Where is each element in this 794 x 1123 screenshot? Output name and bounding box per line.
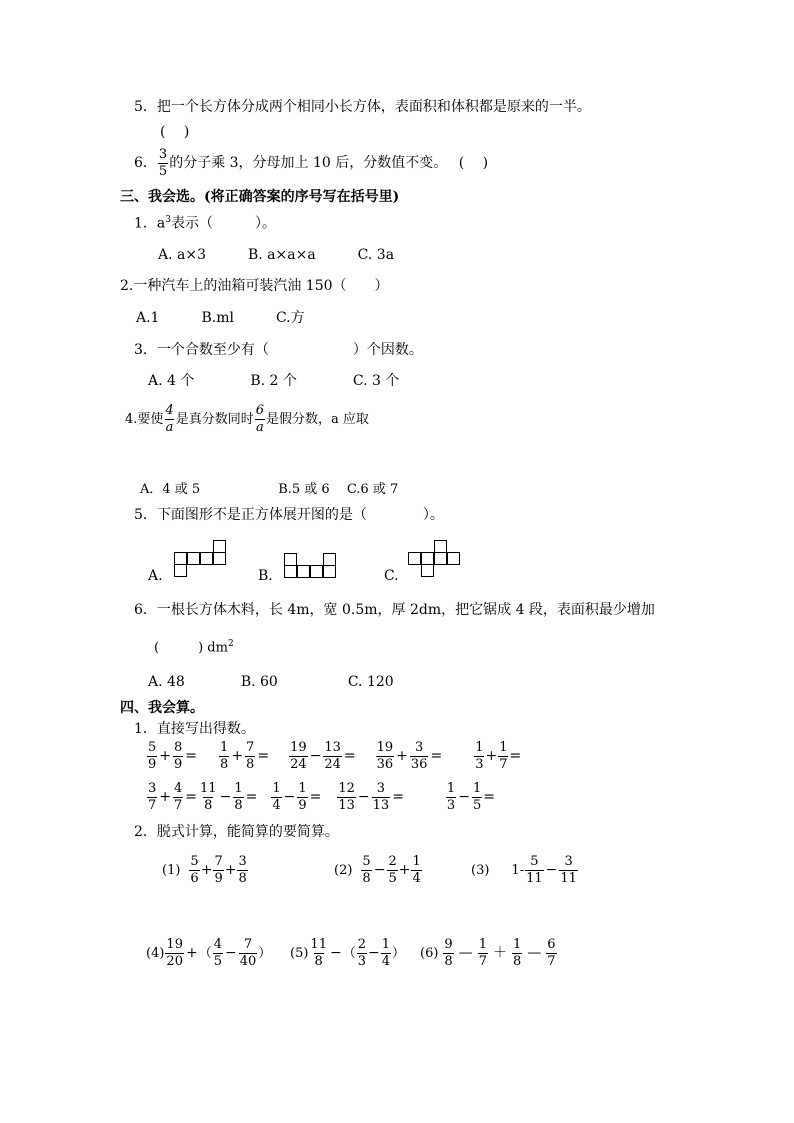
expr-9: $\frac{12}{13}$ − $\frac{3}{13}$ = xyxy=(338,781,404,813)
expr-7: $\frac{11}{8}$ − $\frac{1}{8}$ = xyxy=(200,781,258,813)
choose-q6-blank: ( ) $dm^2$ xyxy=(154,639,234,656)
section-heading-choose: 三、我会选。(将正确答案的序号写在括号里) xyxy=(120,189,400,205)
choose-q1: 1．$a^3$表示（ ）。 xyxy=(134,215,276,232)
expr-3: $\frac{19}{24}$ − $\frac{13}{24}$ = xyxy=(290,740,356,772)
fraction: $\frac{6}{a}$ xyxy=(255,403,264,435)
calc-sub2: 2．脱式计算，能简算的要简算。 xyxy=(134,824,339,840)
choose-q2-options: A.1 B.ml C.方 xyxy=(136,310,305,326)
judge-q5: 5．把一个长方体分成两个相同小长方体，表面积和体积都是原来的一半。 xyxy=(134,99,591,115)
net-label-c: C. xyxy=(384,568,399,584)
expr-6: $\frac{3}{7}$ + $\frac{4}{7}$ = xyxy=(148,781,198,813)
calc-row-2 xyxy=(146,782,495,812)
choose-q1-options: A. a×3 B. a×a×a C. 3a xyxy=(158,247,395,263)
choose-q3-options: A. 4 个 B. 2 个 C. 3 个 xyxy=(148,373,400,389)
fraction: $\frac{4}{a}$ xyxy=(165,403,174,435)
section-heading-calc: 四、我会算。 xyxy=(120,700,204,716)
judge-q6-prefix: 6． xyxy=(134,155,157,172)
fraction: $\frac{3}{5}$ xyxy=(158,147,168,179)
calc-problem-3: (3) 1- $\frac{5}{11}$ − $\frac{3}{11}$ xyxy=(471,854,577,886)
calc-problem-6: (6) $\frac{9}{8}$ — $\frac{1}{7}$ ＋ $\frac{1}{8}$ — $\frac{6}{7}$ xyxy=(420,937,556,969)
choose-q6: 6．一根长方体木料，长 4m，宽 0.5m，厚 2dm，把它锯成 4 段，表面积最少增加 xyxy=(134,602,655,618)
calc-row-1 xyxy=(146,741,521,771)
judge-q6 xyxy=(134,148,488,178)
choose-q5: 5．下面图形不是正方体展开图的是（ ）。 xyxy=(134,507,444,523)
expr-4: $\frac{19}{36}$ + $\frac{3}{36}$ = xyxy=(376,740,443,772)
expr-2: $\frac{1}{8}$ + $\frac{7}{8}$ = xyxy=(220,740,270,772)
calc-problem-4: (4) $\frac{19}{20}$ + （ $\frac{4}{5}$ − $\frac{7}{40}$ ） xyxy=(146,937,272,969)
calc-problem-1: (1) $\frac{5}{6}$ + $\frac{7}{9}$ + $\frac{3}{8}$ xyxy=(162,854,247,886)
net-label-a: A. xyxy=(148,568,163,584)
expr-8: $\frac{1}{4}$ − $\frac{1}{9}$ = xyxy=(272,781,322,813)
choose-q2: 2.一种汽车上的油箱可装汽油 150（ ） xyxy=(120,278,389,294)
choose-q6-options: A. 48 B. 60 C. 120 xyxy=(148,674,394,690)
choose-q4-options: A．4 或 5 B.5 或 6 C.6 或 7 xyxy=(140,482,399,497)
judge-q5-blank: ( ) xyxy=(160,124,190,140)
expr-10: $\frac{1}{3}$ − $\frac{1}{5}$ = xyxy=(446,781,495,813)
calc-problem-2: (2) $\frac{5}{8}$ − $\frac{2}{5}$ + $\frac{1}{4}$ xyxy=(334,854,421,886)
calc-problem-5: (5) $\frac{11}{8}$ − （ $\frac{2}{3}$ − $\frac{1}{4}$ ） xyxy=(290,937,406,969)
choose-q4: 4.要使 $\frac{4}{a}$ 是真分数同时 $\frac{6}{a}$ 是假分数，a 应取 xyxy=(125,403,369,435)
choose-q3: 3．一个合数至少有（ ）个因数。 xyxy=(134,342,423,358)
net-label-b: B. xyxy=(258,568,273,584)
judge-q6-text: 的分子乘 3，分母加上 10 后，分数值不变。 ( ) xyxy=(169,155,489,172)
calc-sub1: 1．直接写出得数。 xyxy=(134,721,255,737)
expr-5: $\frac{1}{3}$ + $\frac{1}{7}$ = xyxy=(475,740,522,772)
expr-1: $\frac{5}{9}$ + $\frac{8}{9}$ = xyxy=(148,740,198,772)
